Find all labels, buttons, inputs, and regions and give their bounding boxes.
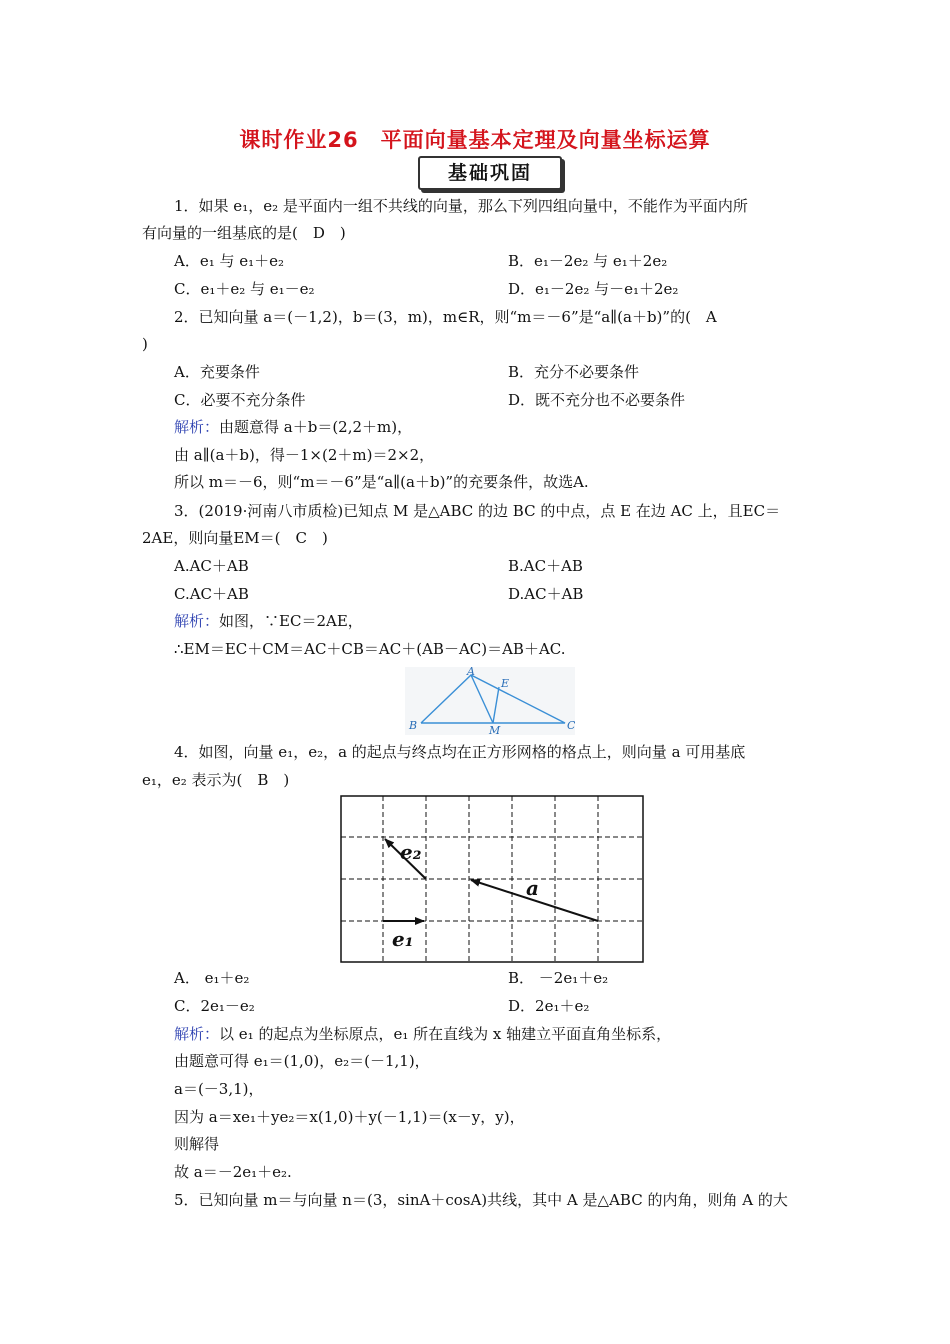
q4-option-b: B． －2e₁＋e₂ [508,969,609,987]
q4-solution-text1: 以 e₁ 的起点为坐标原点，e₁ 所在直线为 x 轴建立平面直角坐标系， [219,1025,672,1043]
q4-solution-line5: 则解得 [174,1135,220,1153]
label-c: C [567,719,575,732]
q3-solution-text1: 如图，∵EC＝2AE， [219,612,363,630]
q4-option-d: D．2e₁＋e₂ [508,997,590,1015]
q3-option-c: C.AC＋AB [174,585,249,603]
q3-stem-line1: 3．(2019·河南八市质检)已知点 M 是△ABC 的边 BC 的中点，点 E 在边 AC 上，且EC＝ [174,502,781,520]
q4-solution-line3: a＝(－3,1)， [174,1080,264,1098]
q4-option-c: C．2e₁－e₂ [174,997,255,1015]
q2-solution-line3: 所以 m＝－6，则“m＝－6”是“a∥(a＋b)”的充要条件，故选A. [174,473,589,491]
q4-option-a: A． e₁＋e₂ [174,969,250,987]
q2-option-b: B．充分不必要条件 [508,363,640,381]
q1-option-d: D．e₁－2e₂ 与－e₁＋2e₂ [508,280,679,298]
q2-solution-text1: 由题意得 a＋b＝(2,2＋m)， [219,418,413,436]
q2-solution-line2: 由 a∥(a＋b)，得－1×(2＋m)＝2×2， [174,446,435,464]
q3-solution-line2: ∴EM＝EC＋CM＝AC＋CB＝AC＋(AB－AC)＝AB＋AC. [174,640,566,658]
q3-option-a: A.AC＋AB [174,557,249,575]
q3-option-b: B.AC＋AB [508,557,583,575]
grid-vector-figure [340,795,644,963]
jiexi-label: 解析： [174,1025,220,1043]
q4-solution-line1 [174,1024,671,1044]
label-m: M [489,724,501,735]
page-title: 课时作业26 平面向量基本定理及向量坐标运算 [239,128,711,152]
q3-stem-line2: 2AE，则向量EM＝( C ) [142,529,328,547]
q5-stem-line1: 5．已知向量 m＝与向量 n＝(3，sinA＋cosA)共线，其中 A 是△ABC 的内角，则角 A 的大 [174,1191,788,1209]
label-b: B [409,719,418,732]
q1-stem-line1: 1．如果 e₁，e₂ 是平面内一组不共线的向量，那么下列四组向量中，不能作为平面内所 [174,197,748,215]
label-a: A [467,667,475,678]
q2-stem-line1: 2．已知向量 a＝(－1,2)，b＝(3，m)，m∈R，则“m＝－6”是“a∥(a＋b)”的( A [174,308,717,326]
q2-solution-line1 [174,417,412,437]
q4-solution-line2: 由题意可得 e₁＝(1,0)，e₂＝(－1,1)， [174,1052,430,1070]
triangle-figure [405,667,575,735]
jiexi-label: 解析： [174,612,220,630]
label-vector-a: a [526,876,539,900]
label-e1: e₁ [392,927,414,951]
q1-stem-line2: 有向量的一组基底的是( D ) [142,224,346,242]
q4-stem-line2: e₁，e₂ 表示为( B ) [142,771,290,789]
jiexi-label: 解析： [174,418,220,436]
label-e2: e₂ [400,840,422,864]
q1-option-c: C．e₁＋e₂ 与 e₁－e₂ [174,280,315,298]
q2-option-d: D．既不充分也不必要条件 [508,391,686,409]
q3-solution-line1 [174,611,363,631]
q3-option-d: D.AC＋AB [508,585,584,603]
q2-stem-line2: ) [142,335,148,353]
q1-option-a: A．e₁ 与 e₁＋e₂ [174,252,285,270]
q4-stem-line1: 4．如图，向量 e₁，e₂，a 的起点与终点均在正方形网格的格点上，则向量 a 可用基底 [174,743,746,761]
section-badge: 基础巩固 [418,156,562,190]
q2-option-c: C．必要不充分条件 [174,391,306,409]
q4-solution-line4: 因为 a＝xe₁＋ye₂＝x(1,0)＋y(－1,1)＝(x－y，y)， [174,1108,525,1126]
q2-option-a: A．充要条件 [174,363,260,381]
q1-option-b: B．e₁－2e₂ 与 e₁＋2e₂ [508,252,668,270]
label-e: E [501,677,510,690]
q4-solution-line6: 故 a＝－2e₁＋e₂. [174,1163,292,1181]
